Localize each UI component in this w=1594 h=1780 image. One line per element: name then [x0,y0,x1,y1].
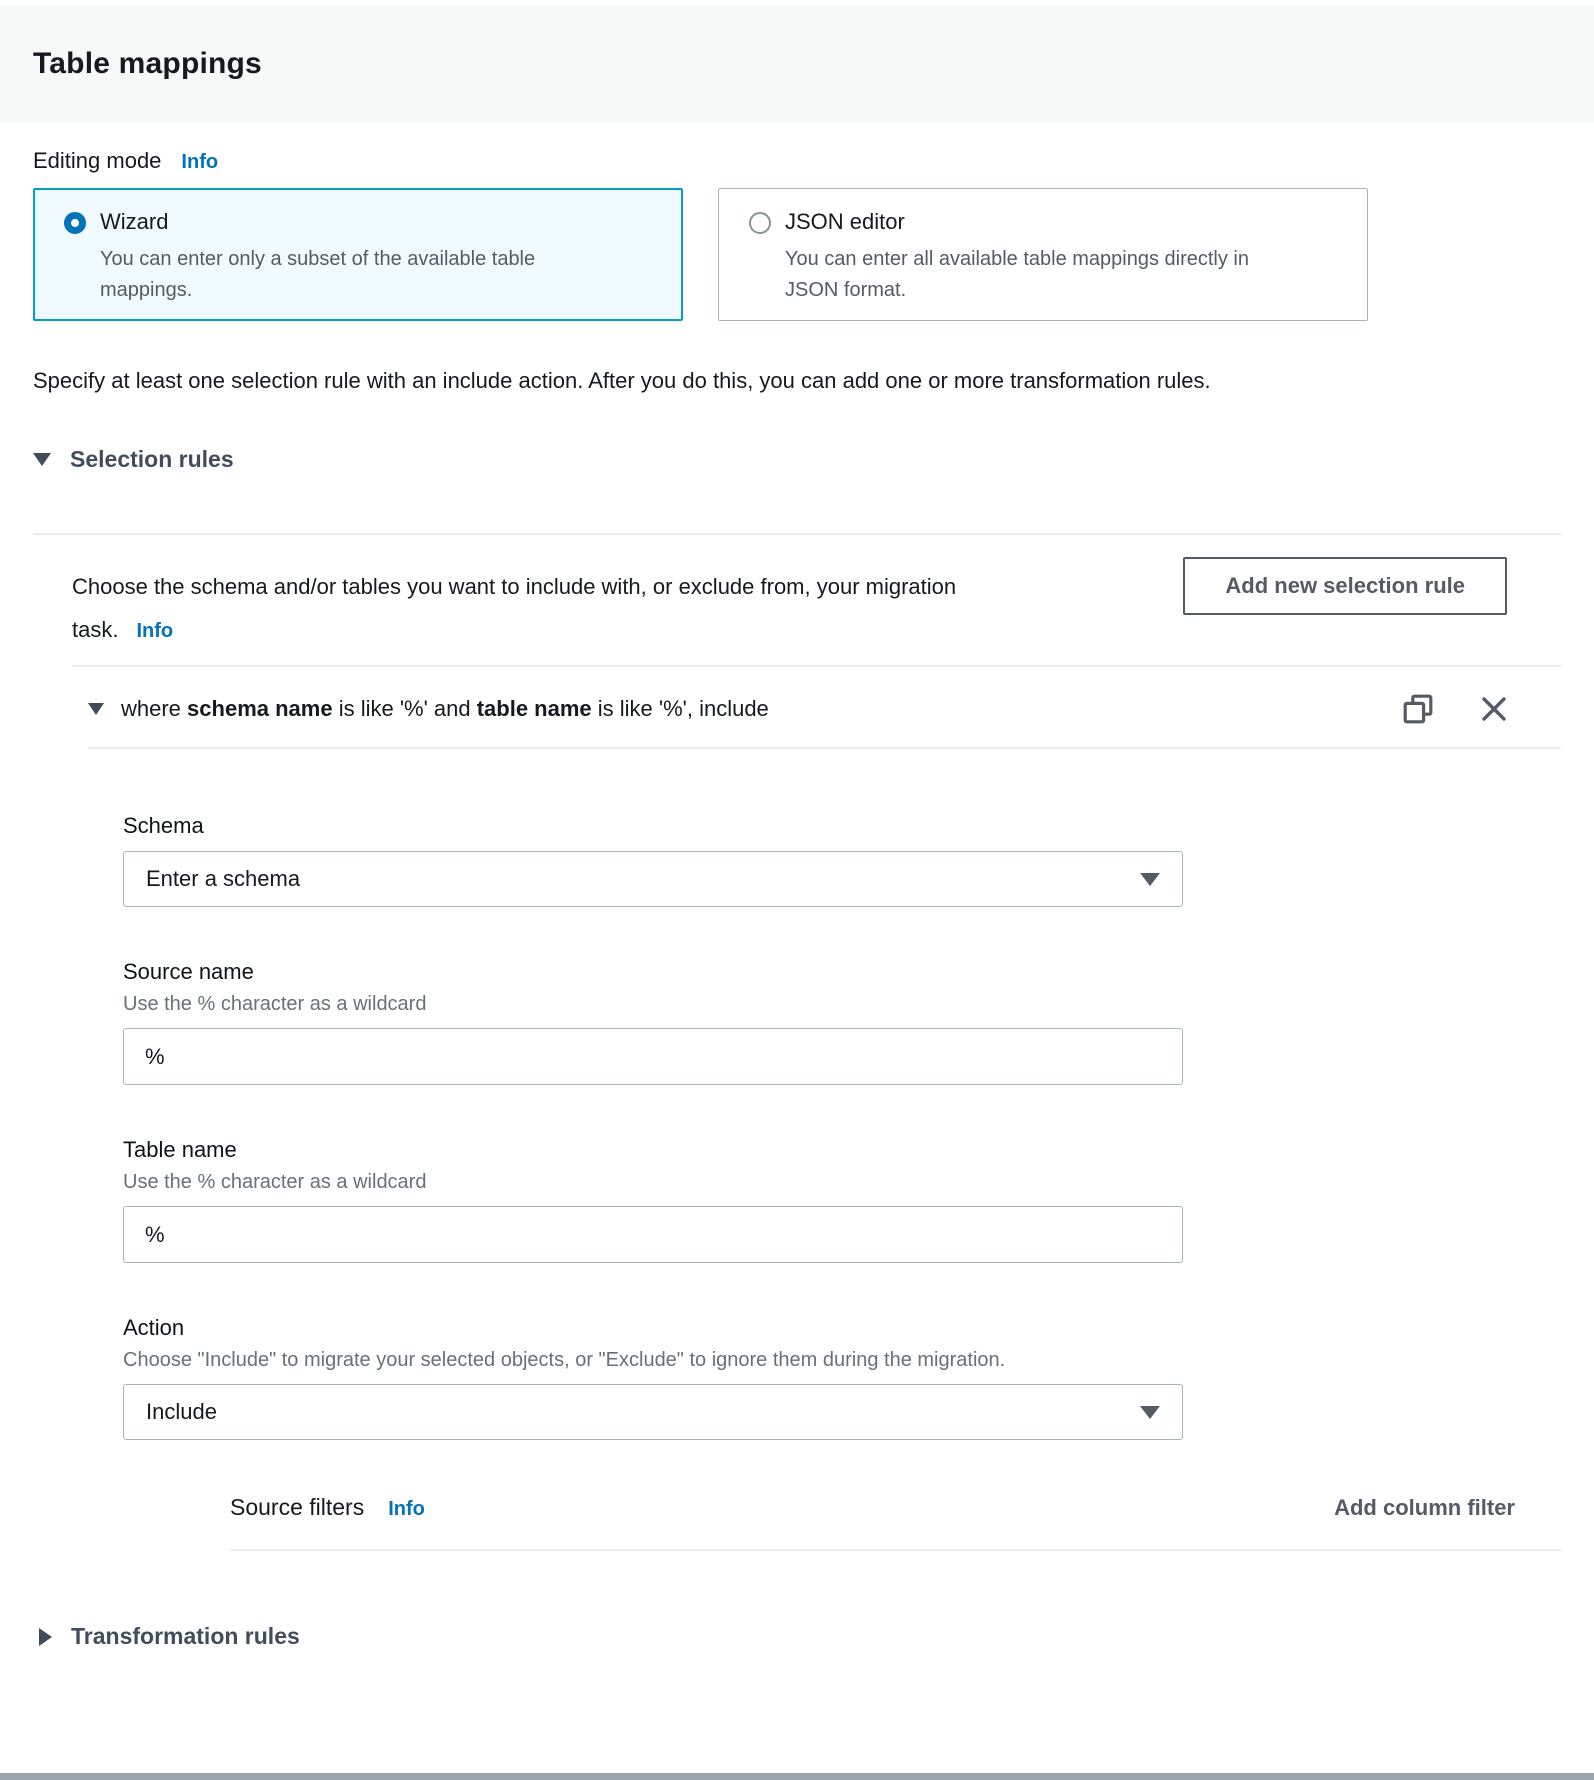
action-select-value: Include [146,1399,217,1424]
rule-summary: where schema name is like '%' and table name is like '%', include [121,696,769,721]
divider [72,665,1561,667]
divider [230,1549,1561,1551]
intro-text: Specify at least one selection rule with an include action. After you do this, you can add one or more transformation rules. [33,368,1211,393]
duplicate-rule-icon[interactable] [1402,693,1434,725]
rule-form [123,813,1183,1440]
schema-label: Schema [123,813,204,838]
source-name-hint: Use the % character as a wildcard [123,993,427,1015]
selection-rules-description: Choose the schema and/or tables you want to include with, or exclude from, your migration task. Info [72,574,957,642]
dropdown-arrow-icon [1140,1406,1160,1419]
source-filters-section [230,1494,1561,1551]
dropdown-arrow-icon [1140,873,1160,886]
rule-header-row [88,693,1561,725]
selection-rules-header[interactable] [33,446,1561,473]
selection-rules-title: Selection rules [70,446,234,472]
tile-wizard-description: You can enter only a subset of the available table mappings. [100,248,536,301]
radio-json-editor-unselected[interactable] [749,212,771,234]
action-field [123,1315,1183,1440]
source-name-input[interactable] [123,1028,1183,1085]
caret-down-icon [33,453,51,466]
transformation-rules-title: Transformation rules [71,1623,300,1649]
page-title: Table mappings [33,47,262,80]
caret-right-icon [39,1628,52,1646]
editing-mode-tiles [33,188,1561,321]
tile-json-editor[interactable] [718,188,1368,321]
horizontal-scrollbar[interactable] [0,1773,1594,1780]
action-select[interactable] [123,1384,1183,1440]
table-name-field [123,1137,1183,1263]
table-name-label: Table name [123,1137,237,1162]
source-filters-info-link[interactable]: Info [388,1498,425,1520]
tile-json-editor-description: You can enter all available table mappings directly in JSON format. [785,248,1249,301]
add-new-selection-rule-button[interactable]: Add new selection rule [1183,557,1507,615]
editing-mode-label: Editing mode [33,148,162,173]
close-rule-icon[interactable] [1478,693,1510,725]
source-name-field [123,959,1183,1085]
table-name-hint: Use the % character as a wildcard [123,1171,427,1193]
divider [33,533,1561,535]
radio-wizard-selected[interactable] [64,212,86,234]
divider [88,747,1561,749]
action-label: Action [123,1315,185,1340]
selection-rules-info-link[interactable]: Info [136,620,174,642]
tile-wizard-label: Wizard [100,209,169,234]
selection-rules-description-row [72,557,1561,653]
tile-wizard[interactable] [33,188,683,321]
table-name-input[interactable] [123,1206,1183,1263]
add-column-filter-button[interactable]: Add column filter [1334,1495,1515,1520]
transformation-rules-header[interactable] [39,1623,1561,1650]
section-container-header [0,6,1594,122]
schema-select[interactable] [123,851,1183,907]
editing-mode-row [33,148,1561,174]
tile-json-editor-label: JSON editor [785,209,905,234]
editing-mode-info-link[interactable]: Info [181,151,219,173]
rule-caret-down-icon[interactable] [88,703,104,715]
source-name-label: Source name [123,959,254,984]
action-hint: Choose "Include" to migrate your selected objects, or "Exclude" to ignore them during the migration. [123,1349,1006,1371]
schema-select-value: Enter a schema [146,866,301,891]
source-filters-label: Source filters [230,1494,365,1520]
schema-field [123,813,1183,907]
